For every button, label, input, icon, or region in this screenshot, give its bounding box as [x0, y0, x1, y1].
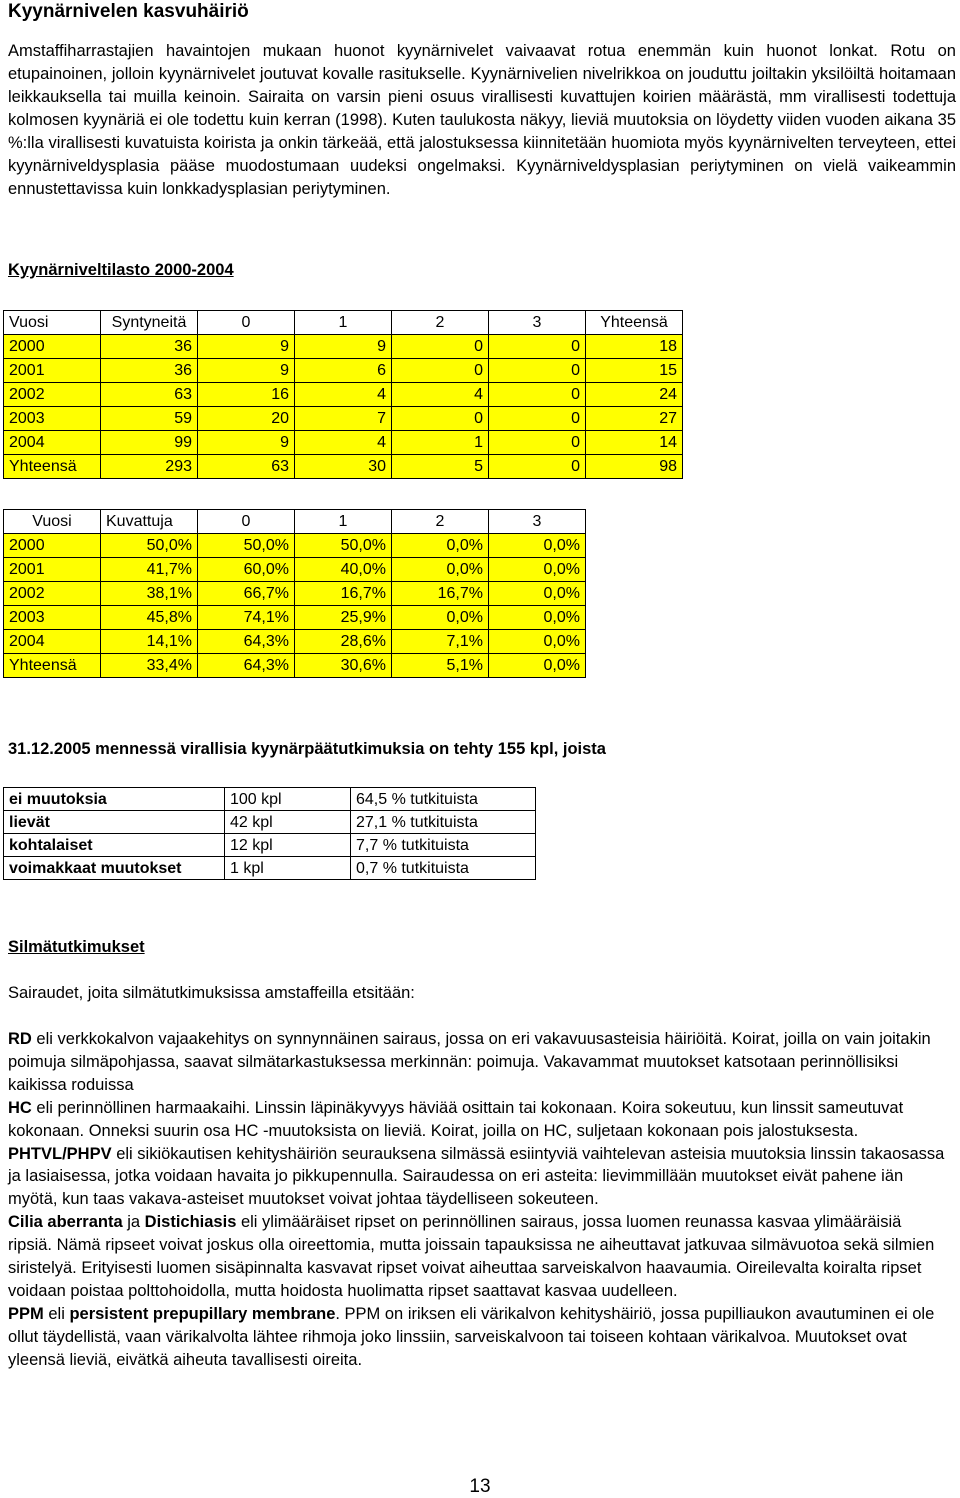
- table-row: [4, 582, 586, 606]
- table-row: [4, 788, 536, 811]
- table-cell: 0: [489, 383, 586, 407]
- header-cell: 0: [198, 311, 295, 335]
- section-heading: Kyynärnivelen kasvuhäiriö: [8, 1, 249, 22]
- table-cell: 2001: [4, 359, 101, 383]
- table-total-row: [4, 654, 586, 678]
- table-cell: voimakkaat muutokset: [4, 857, 225, 880]
- table-cell: 30: [295, 455, 392, 479]
- table-cell: 36: [101, 335, 198, 359]
- disease-term: RD: [8, 1030, 32, 1048]
- table-cell: 0,0%: [489, 582, 586, 606]
- table-row: [4, 335, 683, 359]
- table-cell: 9: [295, 335, 392, 359]
- header-cell: 0: [198, 510, 295, 534]
- table-cell: 14: [586, 431, 683, 455]
- table-cell: 0: [489, 455, 586, 479]
- disease-ppm: [8, 1303, 948, 1372]
- table-cell: 64,3%: [198, 630, 295, 654]
- header-cell: Vuosi: [4, 510, 101, 534]
- table-cell: 2001: [4, 558, 101, 582]
- table-cell: 66,7%: [198, 582, 295, 606]
- table-cell: 2002: [4, 582, 101, 606]
- page-number: 13: [469, 1476, 491, 1497]
- table-cell: 0,0%: [489, 534, 586, 558]
- table-cell: 15: [586, 359, 683, 383]
- table-cell: 293: [101, 455, 198, 479]
- elbow-stats-table: [3, 310, 683, 479]
- table-cell: 18: [586, 335, 683, 359]
- table-cell: 9: [198, 359, 295, 383]
- table-cell: 4: [295, 383, 392, 407]
- eye-exams-intro: Sairaudet, joita silmätutkimuksissa amstaffeilla etsitään:: [8, 984, 415, 1002]
- disease-term: HC: [8, 1098, 32, 1117]
- table-cell: 41,7%: [101, 558, 198, 582]
- header-cell: Yhteensä: [586, 311, 683, 335]
- table-row: [4, 534, 586, 558]
- table-cell: 74,1%: [198, 606, 295, 630]
- table-header-row: [4, 510, 586, 534]
- intro-paragraph: Amstaffiharrastajien havaintojen mukaan huonot kyynärnivelet vaivaavat rotua enemmän kuin huonot lonkat. Rotu on etupainoinen, jolloin kyynärnivelet joutuvat kovalle rasitukselle. Kyynärnivelien nivelrikkoa on jouduttu joiltakin yksilöiltä hoitamaan leikkauksella tai muilla keinoin. Sairaita on varsin pieni osuus virallisesti kuvattujen koirien määrästä, mm virallisesti todettuja kolmosen kyynäriä ei ole todettu kuin kerran (1998). Kuten taulukosta näkyy, lieviä muutoksia on löydetty viiden vuoden aikana 35 %:lla virallisesti kuvatuista koirista ja onkin tärkeää, että jalostuksessa kiinnitetään huomiota myös kyynärnivelten terveyteen, ettei kyynärniveldysplasia pääse muodostumaan uudeksi ongelmaksi. Kyynärniveldysplasian periytyminen on vielä vaikeammin ennustettavissa kuin lonkkadysplasian periytyminen.: [8, 42, 956, 198]
- table-cell: 16,7%: [295, 582, 392, 606]
- header-cell: Kuvattuja: [101, 510, 198, 534]
- elbow-percent-table: [3, 509, 586, 678]
- table-row: [4, 558, 586, 582]
- table-row: [4, 606, 586, 630]
- table-cell: 100 kpl: [225, 788, 351, 811]
- table-cell: kohtalaiset: [4, 834, 225, 857]
- table-cell: 16,7%: [392, 582, 489, 606]
- disease-text: eli: [43, 1304, 70, 1323]
- table-cell: 27,1 % tutkituista: [351, 811, 536, 834]
- disease-text: eli sikiökautisen kehityshäiriön seurauksena silmässä esiintyviä vaihtelevan asteisia muutoksia linssin takaosassa ja lasiaisessa, jotka voidaan havaita jo pikkupennulla. Sairaudessa on eri asteita: lievimmillään muutokset eivät pahene iän myötä, kun taas vakava-asteiset muutokset voivat johtaa täydelliseen sokeuteen.: [8, 1144, 945, 1209]
- disease-hc: [8, 1097, 948, 1143]
- table-cell: 2004: [4, 630, 101, 654]
- table-cell: 0: [489, 431, 586, 455]
- table-cell: 5,1%: [392, 654, 489, 678]
- table-cell: 2003: [4, 606, 101, 630]
- table-row: [4, 383, 683, 407]
- table-total-row: [4, 455, 683, 479]
- table-cell: 42 kpl: [225, 811, 351, 834]
- table-cell: 27: [586, 407, 683, 431]
- table-cell: 6: [295, 359, 392, 383]
- table-cell: 0,0%: [489, 558, 586, 582]
- table-cell: 40,0%: [295, 558, 392, 582]
- table-cell: 7,7 % tutkituista: [351, 834, 536, 857]
- table-cell: 0,0%: [489, 606, 586, 630]
- table-cell: 64,3%: [198, 654, 295, 678]
- table-row: [4, 630, 586, 654]
- table-cell: 2002: [4, 383, 101, 407]
- table-cell: 45,8%: [101, 606, 198, 630]
- table-cell: 2000: [4, 335, 101, 359]
- header-cell: 2: [392, 311, 489, 335]
- disease-rd: [8, 1028, 948, 1097]
- table-cell: 0,0%: [489, 630, 586, 654]
- table-cell: 38,1%: [101, 582, 198, 606]
- table-header-row: [4, 311, 683, 335]
- table-cell: 25,9%: [295, 606, 392, 630]
- header-cell: Vuosi: [4, 311, 101, 335]
- table-cell: 50,0%: [295, 534, 392, 558]
- table-cell: 0,0%: [392, 558, 489, 582]
- table-cell: 7: [295, 407, 392, 431]
- table-cell: 2003: [4, 407, 101, 431]
- table-cell: 9: [198, 431, 295, 455]
- table-row: [4, 811, 536, 834]
- table-cell: 64,5 % tutkituista: [351, 788, 536, 811]
- table-cell: 60,0%: [198, 558, 295, 582]
- table-cell: 1 kpl: [225, 857, 351, 880]
- table-cell: 30,6%: [295, 654, 392, 678]
- disease-cilia: [8, 1211, 948, 1303]
- table-cell: 50,0%: [101, 534, 198, 558]
- table-cell: 63: [198, 455, 295, 479]
- table-cell: 63: [101, 383, 198, 407]
- table-cell: 16: [198, 383, 295, 407]
- eye-exams-title: Silmätutkimukset: [8, 938, 145, 956]
- table-cell: 0,0%: [392, 606, 489, 630]
- table-cell: 59: [101, 407, 198, 431]
- header-cell: 1: [295, 311, 392, 335]
- table-cell: 5: [392, 455, 489, 479]
- table-cell: 0: [489, 335, 586, 359]
- exam-results-table: [3, 787, 536, 880]
- table-cell: 14,1%: [101, 630, 198, 654]
- table-cell: 33,4%: [101, 654, 198, 678]
- table-cell: 24: [586, 383, 683, 407]
- disease-term: persistent prepupillary membrane: [69, 1304, 336, 1323]
- exam-summary-title: 31.12.2005 mennessä virallisia kyynärpäätutkimuksia on tehty 155 kpl, joista: [8, 740, 606, 758]
- disease-text: eli perinnöllinen harmaakaihi. Linssin läpinäkyvyys häviää osittain tai kokonaan. Koira sokeutuu, kun linssit sameutuvat kokonaan. Onneksi suurin osa HC -muutoksista on lieviä. Koirat, joilla on HC, suljetaan kokonaan pois jalostuksesta.: [8, 1098, 904, 1140]
- header-cell: 1: [295, 510, 392, 534]
- disease-term: PPM: [8, 1304, 44, 1323]
- table-cell: Yhteensä: [4, 654, 101, 678]
- table-cell: 0: [392, 407, 489, 431]
- table-row: [4, 407, 683, 431]
- disease-text: ja: [122, 1213, 145, 1232]
- disease-text: eli ylimääräiset ripset on perinnöllinen sairaus, jossa luomen reunassa kasvaa ylimääräisiä ripsiä. Nämä ripseet voivat joskus olla oireettomia, mutta joissain tapauksissa ne aiheuttavat jatkuvaa silmävuotoa sekä silmien siristelyä. Erityisesti luomen sisäpinnalta kasvavat ripset voivat aiheuttaa sarveiskalvon haavaumia. Oireilevalta koiralta ripset voidaan poistaa polttohoidolla, mutta hoidosta huolimatta ripset saattavat kasvaa uudelleen.: [8, 1213, 935, 1300]
- table-cell: 4: [295, 431, 392, 455]
- table-cell: lievät: [4, 811, 225, 834]
- table-cell: 0,7 % tutkituista: [351, 857, 536, 880]
- header-cell: 2: [392, 510, 489, 534]
- table-cell: 7,1%: [392, 630, 489, 654]
- disease-text: . PPM on iriksen eli värikalvon kehityshäiriö, jossa pupilliaukon avautuminen ei ole ollut täydellistä, vaan värikalvolta lähtee rihmoja joko linssiin, sarveiskalvoon tai toiseen kohtaan värikalvoa. Muutokset ovat yleensä lieviä, eivätkä aiheuta tavallisesti oireita.: [8, 1304, 935, 1369]
- table-cell: 0,0%: [489, 654, 586, 678]
- eye-diseases-list: [8, 1028, 948, 1372]
- table-cell: 0: [392, 359, 489, 383]
- table-cell: ei muutoksia: [4, 788, 225, 811]
- table-cell: 0,0%: [392, 534, 489, 558]
- table-cell: 0: [489, 407, 586, 431]
- table-cell: Yhteensä: [4, 455, 101, 479]
- table-cell: 50,0%: [198, 534, 295, 558]
- table-cell: 28,6%: [295, 630, 392, 654]
- header-cell: 3: [489, 510, 586, 534]
- table-cell: 12 kpl: [225, 834, 351, 857]
- table-row: [4, 834, 536, 857]
- disease-term: Distichiasis: [144, 1213, 237, 1232]
- header-cell: 3: [489, 311, 586, 335]
- stats-title: Kyynärniveltilasto 2000-2004: [8, 261, 234, 279]
- disease-text: eli verkkokalvon vajaakehitys on synnynnäinen sairaus, jossa on eri vakavuusasteisia häiriöitä. Koirat, joilla on vain joitakin poimuja silmäpohjassa, saavat silmätarkastuksessa merkinnän: poimuja. Vakavammat muutokset katsotaan perinnöllisiksi kaikissa roduissa: [8, 1030, 931, 1094]
- table-row: [4, 359, 683, 383]
- table-cell: 98: [586, 455, 683, 479]
- table-cell: 0: [392, 335, 489, 359]
- disease-term: PHTVL/PHPV: [8, 1144, 112, 1163]
- table-cell: 1: [392, 431, 489, 455]
- table-cell: 36: [101, 359, 198, 383]
- table-cell: 99: [101, 431, 198, 455]
- table-cell: 20: [198, 407, 295, 431]
- table-cell: 2004: [4, 431, 101, 455]
- table-cell: 4: [392, 383, 489, 407]
- table-cell: 9: [198, 335, 295, 359]
- table-cell: 2000: [4, 534, 101, 558]
- table-row: [4, 431, 683, 455]
- disease-phtvl: [8, 1143, 948, 1212]
- table-cell: 0: [489, 359, 586, 383]
- header-cell: Syntyneitä: [101, 311, 198, 335]
- table-row: [4, 857, 536, 880]
- disease-term: Cilia aberranta: [8, 1213, 123, 1232]
